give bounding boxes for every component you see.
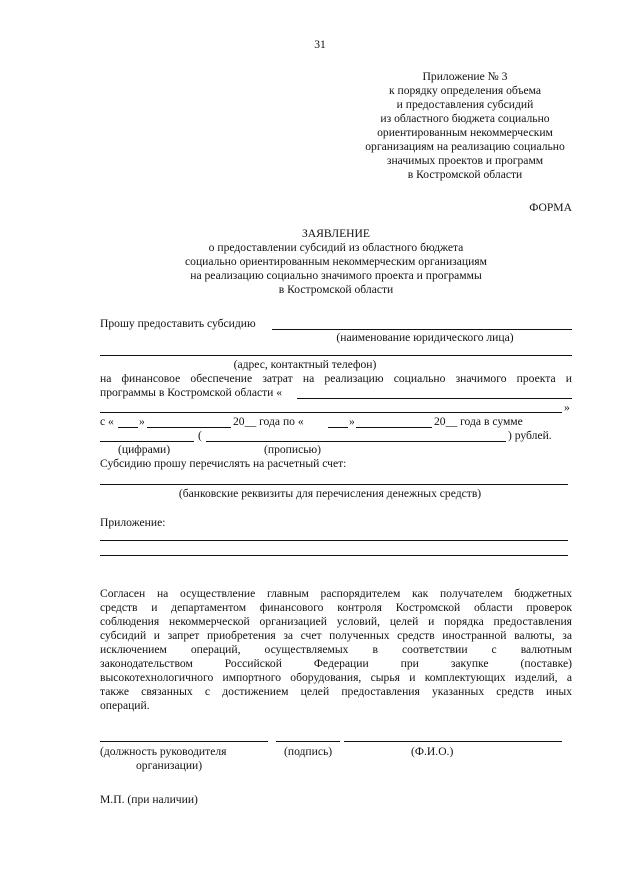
form-label: ФОРМА (529, 201, 572, 214)
consent-line: Согласен на осуществление главным распорядителем как получателем бюджетных (100, 587, 572, 600)
consent-line: также связанных с достижением целей предоставления указанных средств иных (100, 685, 572, 698)
appendix-line: организациям на реализацию социально (365, 140, 565, 153)
appendix-line: к порядку определения объема (388, 84, 542, 97)
sum-words-field[interactable] (206, 441, 506, 442)
hint-bank: (банковские реквизиты для перечисления денежных средств) (178, 487, 482, 500)
appendix-line: и предоставления субсидий (396, 98, 534, 111)
consent-line: соблюдения некоммерческой организацией условий, целей и порядка предоставления (100, 615, 572, 628)
consent-line: операций. (100, 699, 150, 712)
subtitle-line: социально ориентированным некоммерческим организациям (185, 255, 487, 268)
hint-position-1: (должность руководителя (100, 745, 227, 758)
appendix-line: из областного бюджета социально (380, 112, 550, 125)
appendix-line: Приложение № 3 (422, 70, 508, 83)
request-label: Прошу предоставить субсидию (100, 317, 256, 330)
account-label: Субсидию прошу перечислять на расчетный счет: (100, 457, 347, 470)
stamp-label: М.П. (при наличии) (100, 793, 198, 806)
appendix-line: значимых проектов и программ (386, 154, 544, 167)
attachment-label: Приложение: (100, 516, 166, 529)
month-to-field[interactable] (356, 427, 432, 428)
sum-digits-field[interactable] (100, 441, 194, 442)
fio-field[interactable] (344, 741, 562, 742)
bank-details-field[interactable] (100, 484, 568, 485)
hint-signature: (подпись) (284, 745, 333, 758)
consent-paragraph (100, 587, 572, 713)
org-name-field[interactable] (272, 329, 572, 330)
consent-line: средств и департаментом финансового контроля Костромской области проверок (100, 601, 572, 614)
hint-digits: (цифрами) (118, 443, 171, 456)
sum-paren-close: ) рублей. (508, 429, 552, 442)
appendix-block (350, 70, 580, 182)
closing-quote: » (564, 401, 570, 414)
hint-position-2: организации) (136, 759, 203, 772)
position-field[interactable] (100, 741, 268, 742)
appendix-line: в Костромской области (407, 168, 523, 181)
hint-fio: (Ф.И.О.) (411, 745, 454, 758)
page-number: 31 (314, 38, 326, 51)
month-from-field[interactable] (147, 427, 231, 428)
attachment-field-2[interactable] (100, 555, 568, 556)
purpose-line-2: программы в Костромской области « (100, 386, 283, 399)
address-field[interactable] (100, 355, 572, 356)
consent-line: исключением операций, осуществляемых в соответствии с валютным (100, 643, 572, 656)
quote-close-2: » (349, 415, 355, 428)
hint-words: (прописью) (264, 443, 322, 456)
hint-org-name: (наименование юридического лица) (336, 331, 514, 344)
period-from-label: с « (100, 415, 114, 428)
purpose-line-1: на финансовое обеспечение затрат на реализацию социально значимого проекта и (100, 372, 572, 385)
document-subtitle (100, 241, 572, 297)
signature-field[interactable] (276, 741, 340, 742)
consent-line: законодательством Российской Федерации при закупке (поставке) (100, 657, 572, 670)
consent-line: высокотехнологичного импортного оборудования, сырья и комплектующих изделий, а (100, 671, 572, 684)
consent-line: субсидий и запрет приобретения за счет полученных средств иностранной валюты, за (100, 629, 572, 642)
period-year-from: 20__ года по « (233, 415, 304, 428)
day-from-field[interactable] (118, 427, 138, 428)
hint-address: (адрес, контактный телефон) (233, 358, 377, 371)
quote-close: » (139, 415, 145, 428)
sum-paren-open: ( (198, 429, 202, 442)
period-year-to: 20__ года в сумме (434, 415, 523, 428)
appendix-line: ориентированным некоммерческим (377, 126, 553, 139)
subtitle-line: в Костромской области (278, 283, 394, 296)
project-name-field[interactable] (297, 398, 572, 399)
project-name-field-2[interactable] (100, 412, 562, 413)
day-to-field[interactable] (328, 427, 348, 428)
subtitle-line: о предоставлении субсидий из областного бюджета (208, 241, 464, 254)
document-title: ЗАЯВЛЕНИЕ (302, 227, 370, 240)
attachment-field-1[interactable] (100, 540, 568, 541)
subtitle-line: на реализацию социально значимого проекта и программы (190, 269, 482, 282)
